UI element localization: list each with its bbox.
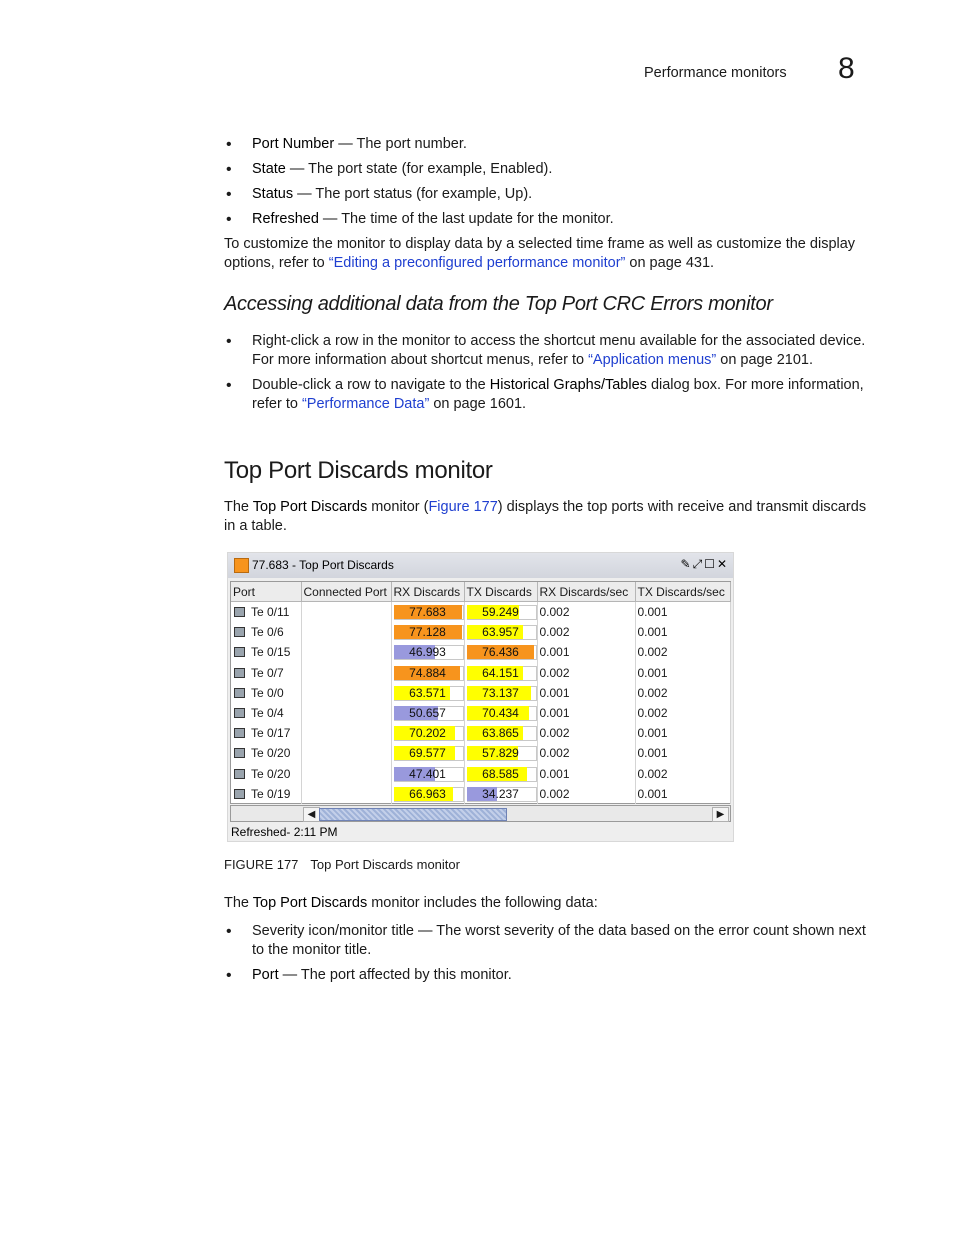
- cell-tx-discards-sec: [635, 764, 730, 784]
- port-icon: [234, 607, 245, 617]
- table-row[interactable]: [231, 663, 730, 683]
- cell-tx-discards: [464, 764, 537, 784]
- cell-rx-discards-sec: [537, 663, 635, 683]
- list-text: — The port status (for example, Up).: [293, 186, 533, 202]
- column-header-rx-discards-sec[interactable]: RX Discards/sec: [537, 582, 635, 602]
- port-icon: [234, 668, 245, 678]
- field-list: [224, 135, 869, 235]
- cell-port: [231, 663, 301, 683]
- term: State: [252, 161, 286, 177]
- monitor-title: 77.683 - Top Port Discards: [252, 558, 394, 572]
- cell-tx-discards-sec: [635, 683, 730, 703]
- includes-paragraph: [224, 894, 869, 913]
- bar-value-label: 74.884: [409, 665, 446, 680]
- cell-rx-discards-sec-text: 0.001: [539, 706, 570, 721]
- list-item: [224, 135, 869, 154]
- cell-rx-discards-sec-text: 0.001: [539, 685, 570, 700]
- figure-title: Top Port Discards monitor: [310, 857, 460, 872]
- cell-rx-discards-sec: [537, 723, 635, 743]
- cell-rx-discards-sec-text: 0.002: [539, 786, 570, 801]
- term: Status: [252, 186, 294, 202]
- cell-tx-discards: [464, 683, 537, 703]
- cell-connected-port: [301, 784, 391, 804]
- cell-connected-port: [301, 642, 391, 662]
- cell-rx-discards-sec-text: 0.002: [539, 726, 570, 741]
- cell-connected-port: [301, 663, 391, 683]
- cell-tx-discards: [464, 622, 537, 642]
- bar-value-label: 69.577: [409, 746, 446, 761]
- cell-tx-discards: [464, 642, 537, 662]
- cell-tx-discards-sec-text: 0.001: [637, 665, 668, 680]
- cell-tx-discards-sec: [635, 723, 730, 743]
- table-row[interactable]: [231, 723, 730, 743]
- table-row[interactable]: [231, 743, 730, 763]
- term: Port Number: [252, 136, 335, 152]
- cell-tx-discards-sec-text: 0.002: [637, 766, 668, 781]
- column-header-tx-discards-sec[interactable]: TX Discards/sec: [635, 582, 730, 602]
- cell-port: [231, 602, 301, 623]
- list-text: — The port state (for example, Enabled).: [285, 161, 553, 177]
- figure-link[interactable]: Figure 177: [428, 499, 498, 515]
- list-item: [224, 922, 869, 960]
- table-row[interactable]: [231, 703, 730, 723]
- list-text: Double-click a row to navigate to the: [252, 377, 490, 393]
- cell-rx-discards-sec: [537, 642, 635, 662]
- cell-rx-discards-sec: [537, 764, 635, 784]
- list-text: on page 2101.: [716, 352, 813, 368]
- table-row[interactable]: [231, 622, 730, 642]
- cell-rx-discards-sec-text: 0.001: [539, 645, 570, 660]
- figure-caption: [224, 857, 460, 872]
- bar-value-label: 76.436: [482, 645, 519, 660]
- cell-rx-discards-sec: [537, 784, 635, 804]
- para-text: To customize the monitor to display data by a selected time frame as well as customize the display options, refer to: [224, 236, 856, 271]
- cell-connected-port: [301, 723, 391, 743]
- list-item: [224, 332, 869, 370]
- cell-connected-port: [301, 602, 391, 623]
- bar-value-label: 59.249: [482, 605, 519, 620]
- top-port-discards-monitor: [227, 552, 734, 842]
- cell-rx-discards-sec: [537, 743, 635, 763]
- table-header: [231, 582, 730, 602]
- port-icon: [234, 708, 245, 718]
- cell-tx-discards-sec: [635, 663, 730, 683]
- cell-port-text: Te 0/15: [251, 645, 291, 660]
- cell-port-text: Te 0/20: [251, 746, 291, 761]
- bar-value-label: 77.128: [409, 625, 446, 640]
- list-text: — The port number.: [334, 136, 467, 152]
- scroll-left-icon[interactable]: ◀: [303, 807, 320, 822]
- cell-connected-port: [301, 622, 391, 642]
- table-row[interactable]: [231, 602, 730, 623]
- bar-value-label: 34.237: [482, 786, 519, 801]
- bar-value-label: 47.401: [409, 766, 446, 781]
- cell-tx-discards-sec-text: 0.002: [637, 685, 668, 700]
- cell-rx-discards-sec-text: 0.001: [539, 766, 570, 781]
- cell-port: [231, 743, 301, 763]
- scroll-thumb[interactable]: [319, 808, 507, 821]
- list-text: — The port affected by this monitor.: [278, 967, 512, 983]
- bar-value-label: 46.993: [409, 645, 446, 660]
- port-icon: [234, 789, 245, 799]
- customize-paragraph: [224, 235, 869, 273]
- cell-port-text: Te 0/4: [251, 706, 284, 721]
- cell-rx-discards: [391, 784, 464, 804]
- term: Refreshed: [252, 211, 319, 227]
- monitor-title-bar: [228, 553, 733, 578]
- cell-port: [231, 642, 301, 662]
- list-item: [224, 966, 869, 985]
- table-row[interactable]: [231, 764, 730, 784]
- cell-tx-discards: [464, 663, 537, 683]
- cell-tx-discards: [464, 743, 537, 763]
- list-text: Right-click a row in the monitor to access the shortcut menu available for the associated device. For more information about shortcut menus, refer to: [252, 333, 866, 368]
- figure-label: FIGURE 177: [224, 857, 299, 872]
- list-text: dialog box. For more information, refer to: [252, 377, 864, 412]
- list-item: [224, 376, 869, 414]
- cell-connected-port: [301, 683, 391, 703]
- cell-port-text: Te 0/20: [251, 766, 291, 781]
- scroll-right-icon[interactable]: ▶: [712, 807, 729, 822]
- cell-tx-discards-sec-text: 0.001: [637, 726, 668, 741]
- section-heading-discards: Top Port Discards monitor: [224, 457, 493, 484]
- cell-rx-discards: [391, 743, 464, 763]
- cell-connected-port: [301, 703, 391, 723]
- port-icon: [234, 769, 245, 779]
- bar-value-label: 63.865: [482, 726, 519, 741]
- cell-port-text: Te 0/11: [251, 605, 290, 620]
- port-icon: [234, 728, 245, 738]
- bar-value-label: 63.957: [482, 625, 519, 640]
- cell-rx-discards: [391, 703, 464, 723]
- cell-connected-port: [301, 764, 391, 784]
- cell-port-text: Te 0/7: [251, 665, 284, 680]
- cell-tx-discards-sec: [635, 743, 730, 763]
- cell-tx-discards: [464, 723, 537, 743]
- para-text: monitor includes the following data:: [367, 895, 598, 911]
- table-row[interactable]: [231, 683, 730, 703]
- cell-tx-discards-sec-text: 0.001: [637, 786, 668, 801]
- table-row[interactable]: [231, 784, 730, 804]
- cell-tx-discards-sec: [635, 642, 730, 662]
- monitor-table: [230, 581, 731, 804]
- cell-rx-discards-sec-text: 0.002: [539, 665, 570, 680]
- port-icon: [234, 688, 245, 698]
- port-icon: [234, 647, 245, 657]
- cell-port-text: Te 0/17: [251, 726, 291, 741]
- cell-connected-port: [301, 743, 391, 763]
- bar-value-label: 77.683: [409, 605, 446, 620]
- list-text: Severity icon/monitor title — The worst severity of the data based on the error count shown next to the monitor title.: [252, 923, 866, 958]
- chapter-number: 8: [838, 52, 855, 85]
- cell-tx-discards-sec: [635, 703, 730, 723]
- cell-port: [231, 703, 301, 723]
- cell-rx-discards-sec: [537, 602, 635, 623]
- bar-value-label: 57.829: [482, 746, 519, 761]
- section-heading-crc: Accessing additional data from the Top Port CRC Errors monitor: [224, 293, 773, 315]
- section-title: Performance monitors: [644, 65, 787, 81]
- discards-intro: [224, 498, 869, 536]
- monitor-toolbar-icons[interactable]: ✎⤢☐✕: [680, 557, 729, 571]
- cell-tx-discards-sec-text: 0.002: [637, 645, 668, 660]
- cell-rx-discards: [391, 622, 464, 642]
- cell-tx-discards-sec-text: 0.001: [637, 625, 668, 640]
- severity-icon: [234, 558, 249, 573]
- cell-rx-discards: [391, 764, 464, 784]
- cell-port-text: Te 0/19: [251, 786, 291, 801]
- term: Historical Graphs/Tables: [489, 377, 647, 393]
- bar-value-label: 70.202: [409, 726, 446, 741]
- cell-rx-discards: [391, 663, 464, 683]
- bar-value-label: 70.434: [482, 706, 519, 721]
- horizontal-scrollbar[interactable]: [230, 805, 731, 822]
- cell-rx-discards-sec: [537, 683, 635, 703]
- cell-port: [231, 622, 301, 642]
- crc-list: [224, 332, 869, 420]
- cell-rx-discards: [391, 683, 464, 703]
- application-menus-link[interactable]: “Application menus”: [588, 352, 717, 368]
- bar-value-label: 68.585: [482, 766, 519, 781]
- refreshed-status: Refreshed- 2:11 PM: [231, 825, 338, 839]
- cell-tx-discards-sec-text: 0.001: [637, 746, 668, 761]
- cell-rx-discards: [391, 602, 464, 623]
- list-item: [224, 185, 869, 204]
- para-text: on page 431.: [625, 255, 715, 271]
- cell-tx-discards: [464, 602, 537, 623]
- performance-data-link[interactable]: “Performance Data”: [301, 396, 430, 412]
- column-header-rx-discards[interactable]: RX Discards: [391, 582, 464, 602]
- cell-rx-discards: [391, 642, 464, 662]
- cell-tx-discards-sec: [635, 602, 730, 623]
- bar-value-label: 73.137: [482, 685, 519, 700]
- bar-value-label: 66.963: [409, 786, 446, 801]
- para-text: monitor (: [367, 499, 429, 515]
- cell-port: [231, 723, 301, 743]
- cell-rx-discards: [391, 723, 464, 743]
- cell-tx-discards: [464, 784, 537, 804]
- cell-tx-discards-sec: [635, 784, 730, 804]
- bar-value-label: 50.657: [409, 706, 446, 721]
- cell-tx-discards: [464, 703, 537, 723]
- bar-value-label: 64.151: [482, 665, 519, 680]
- cell-tx-discards-sec-text: 0.001: [637, 605, 668, 620]
- cell-port-text: Te 0/6: [251, 625, 284, 640]
- list-item: [224, 210, 869, 229]
- list-item: [224, 160, 869, 179]
- para-text: ) displays the top ports with receive and transmit discards in a table.: [224, 499, 867, 534]
- data-list: [224, 922, 869, 991]
- editing-monitor-link[interactable]: “Editing a preconfigured performance monitor”: [328, 255, 626, 271]
- term: Top Port Discards: [252, 895, 368, 911]
- cell-tx-discards-sec: [635, 622, 730, 642]
- port-icon: [234, 627, 245, 637]
- cell-port: [231, 683, 301, 703]
- cell-port: [231, 764, 301, 784]
- cell-rx-discards-sec-text: 0.002: [539, 746, 570, 761]
- port-icon: [234, 748, 245, 758]
- cell-port: [231, 784, 301, 804]
- term: Top Port Discards: [252, 499, 368, 515]
- table-row[interactable]: [231, 642, 730, 662]
- column-header-tx-discards[interactable]: TX Discards: [464, 582, 537, 602]
- list-text: on page 1601.: [429, 396, 527, 412]
- cell-rx-discards-sec-text: 0.002: [539, 605, 570, 620]
- cell-rx-discards-sec-text: 0.002: [539, 625, 570, 640]
- cell-tx-discards-sec-text: 0.002: [637, 706, 668, 721]
- cell-rx-discards-sec: [537, 622, 635, 642]
- para-text: The: [224, 895, 253, 911]
- term: Port: [252, 967, 279, 983]
- para-text: The: [224, 499, 253, 515]
- column-header-connected-port[interactable]: Connected Port: [301, 582, 391, 602]
- column-header-port[interactable]: Port: [231, 582, 301, 602]
- cell-rx-discards-sec: [537, 703, 635, 723]
- cell-port-text: Te 0/0: [251, 685, 284, 700]
- list-text: — The time of the last update for the monitor.: [318, 211, 614, 227]
- bar-value-label: 63.571: [409, 685, 446, 700]
